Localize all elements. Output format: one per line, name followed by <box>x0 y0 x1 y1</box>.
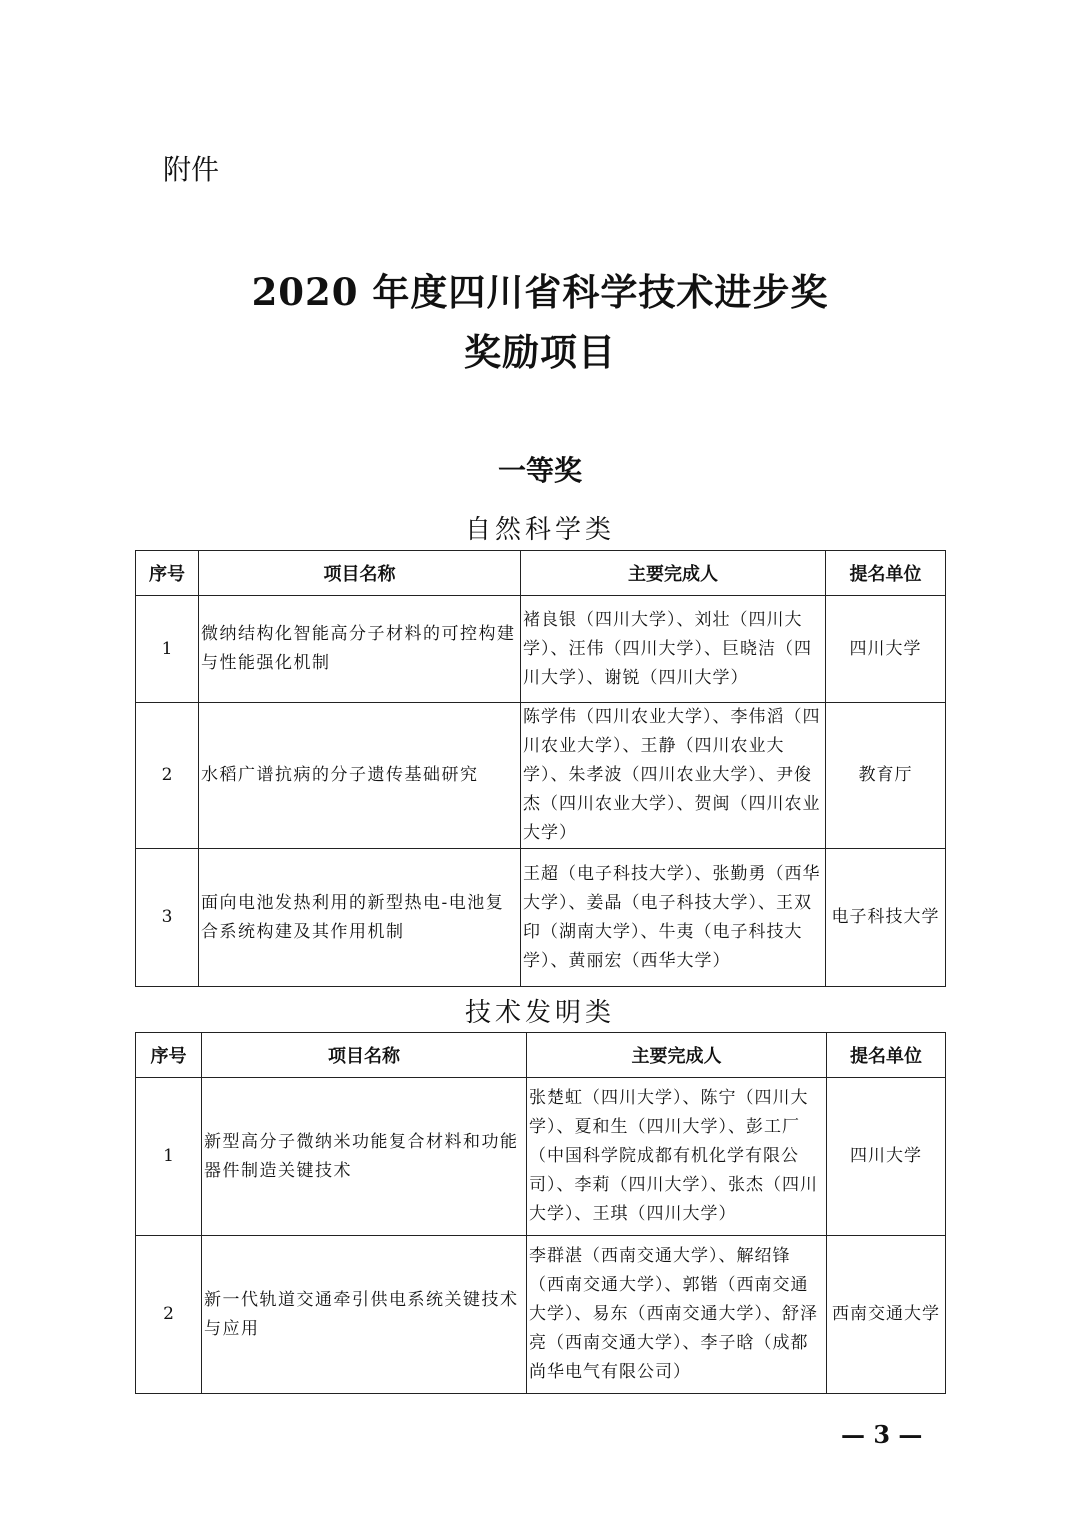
category-heading-technical-invention: 技术发明类 <box>464 998 615 1028</box>
award-table-natural-science <box>135 550 946 987</box>
row-nominator: 教育厅 <box>826 703 946 849</box>
header-index: 序号 <box>136 1033 202 1078</box>
row-index: 3 <box>136 849 199 987</box>
row-index: 2 <box>136 1236 202 1394</box>
row-contributors: 陈学伟（四川农业大学）、李伟滔（四川农业大学）、王静（四川农业大学）、朱孝波（四川农业大学）、尹俊杰（四川农业大学）、贺闽（四川农业大学） <box>521 703 826 849</box>
table-header-row <box>136 1033 946 1078</box>
row-nominator: 电子科技大学 <box>826 849 946 987</box>
row-project-name: 面向电池发热利用的新型热电-电池复合系统构建及其作用机制 <box>199 849 521 987</box>
award-level-heading: 一等奖 <box>497 454 582 487</box>
row-project-name: 水稻广谱抗病的分子遗传基础研究 <box>199 703 521 849</box>
header-nominator: 提名单位 <box>826 551 946 596</box>
header-contributors: 主要完成人 <box>521 551 826 596</box>
row-nominator: 四川大学 <box>827 1078 946 1236</box>
table-row <box>136 596 946 703</box>
table-row <box>136 1078 946 1236</box>
header-project: 项目名称 <box>199 551 521 596</box>
table-row <box>136 1236 946 1394</box>
row-project-name: 新型高分子微纳米功能复合材料和功能器件制造关键技术 <box>202 1078 527 1236</box>
table-header-row <box>136 551 946 596</box>
category-heading-natural-science: 自然科学类 <box>464 515 615 545</box>
attachment-label: 附件 <box>163 153 220 186</box>
row-contributors: 李群湛（西南交通大学）、解绍锋（西南交通大学）、郭锴（西南交通大学）、易东（西南交通大学）、舒泽亮（西南交通大学）、李子晗（成都尚华电气有限公司） <box>527 1236 827 1394</box>
header-project: 项目名称 <box>202 1033 527 1078</box>
row-project-name: 新一代轨道交通牵引供电系统关键技术与应用 <box>202 1236 527 1394</box>
row-nominator: 四川大学 <box>826 596 946 703</box>
table-row <box>136 703 946 849</box>
page-number: — 3 — <box>841 1420 923 1449</box>
row-contributors: 张楚虹（四川大学）、陈宁（四川大学）、夏和生（四川大学）、彭工厂（中国科学院成都有机化学有限公司）、李莉（四川大学）、张杰（四川大学）、王琪（四川大学） <box>527 1078 827 1236</box>
row-contributors: 王超（电子科技大学）、张勤勇（西华大学）、姜晶（电子科技大学）、王双印（湖南大学）、牛夷（电子科技大学）、黄丽宏（西华大学） <box>521 849 826 987</box>
header-index: 序号 <box>136 551 199 596</box>
document-title-line2: 奖励项目 <box>464 330 616 374</box>
table-row <box>136 849 946 987</box>
row-index: 1 <box>136 596 199 703</box>
award-table-technical-invention <box>135 1032 946 1394</box>
document-title-line1: 2020 年度四川省科学技术进步奖 <box>251 270 829 314</box>
row-nominator: 西南交通大学 <box>827 1236 946 1394</box>
header-nominator: 提名单位 <box>827 1033 946 1078</box>
header-contributors: 主要完成人 <box>527 1033 827 1078</box>
row-contributors: 褚良银（四川大学）、刘壮（四川大学）、汪伟（四川大学）、巨晓洁（四川大学）、谢锐（四川大学） <box>521 596 826 703</box>
row-index: 2 <box>136 703 199 849</box>
row-index: 1 <box>136 1078 202 1236</box>
row-project-name: 微纳结构化智能高分子材料的可控构建与性能强化机制 <box>199 596 521 703</box>
